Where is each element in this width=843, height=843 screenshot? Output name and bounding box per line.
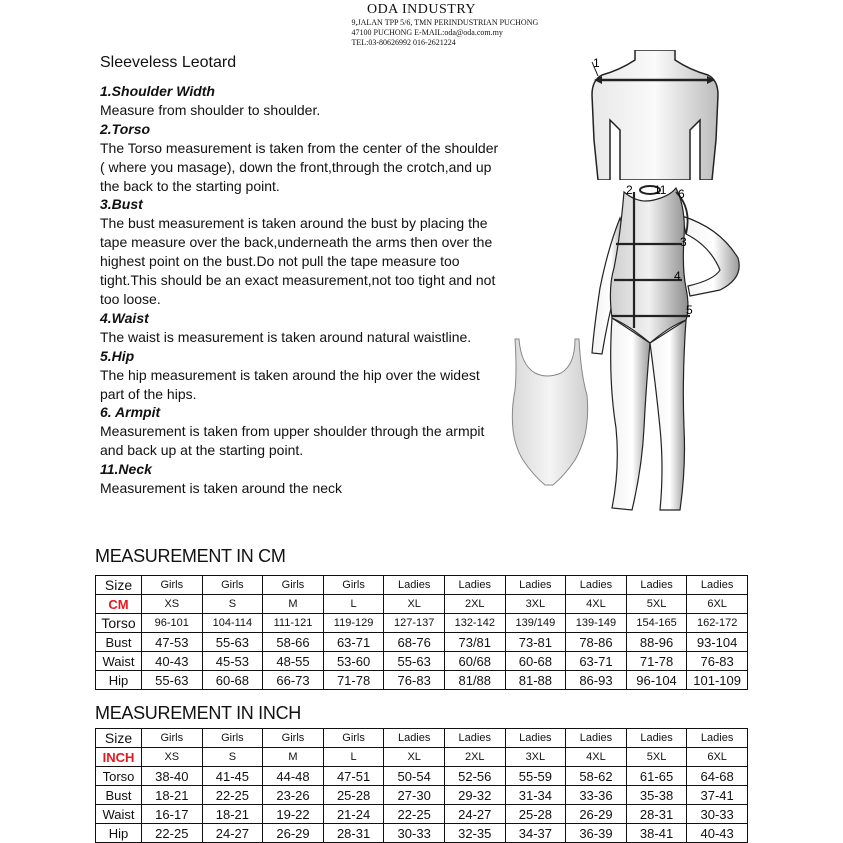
value-cell: 55-63 [142, 671, 203, 690]
value-cell: 45-53 [202, 652, 263, 671]
value-cell: 47-53 [142, 633, 203, 652]
value-cell: 58-66 [263, 633, 324, 652]
value-cell: 37-41 [687, 786, 748, 805]
value-cell: 22-25 [384, 805, 445, 824]
value-cell: 50-54 [384, 767, 445, 786]
product-title: Sleeveless Leotard [100, 54, 237, 71]
value-cell: 38-40 [142, 767, 203, 786]
size-cell: XL [384, 748, 445, 767]
group-cell: Ladies [626, 729, 687, 748]
value-cell: 34-37 [505, 824, 566, 843]
instruction-waist: 4.Waist The waist is measurement is taken around natural waistline. [100, 309, 472, 345]
value-cell: 81/88 [444, 671, 505, 690]
group-cell: Ladies [687, 576, 748, 595]
size-cell: 4XL [566, 748, 627, 767]
value-cell: 28-31 [323, 824, 384, 843]
group-cell: Ladies [626, 576, 687, 595]
value-cell: 40-43 [142, 652, 203, 671]
group-cell: Girls [202, 576, 263, 595]
value-cell: 35-38 [626, 786, 687, 805]
table-row [96, 671, 748, 690]
group-cell: Ladies [505, 729, 566, 748]
size-cell: 6XL [687, 748, 748, 767]
group-cell: Ladies [566, 729, 627, 748]
value-cell: 60/68 [444, 652, 505, 671]
size-cell: XS [142, 595, 203, 614]
value-cell: 18-21 [142, 786, 203, 805]
row-label-waist: Waist [96, 805, 142, 824]
value-cell: 28-31 [626, 805, 687, 824]
value-cell: 78-86 [566, 633, 627, 652]
value-cell: 93-104 [687, 633, 748, 652]
table-row [96, 824, 748, 843]
table-row [96, 767, 748, 786]
size-cell: 6XL [687, 595, 748, 614]
value-cell: 44-48 [263, 767, 324, 786]
value-cell: 24-27 [202, 824, 263, 843]
value-cell: 58-62 [566, 767, 627, 786]
size-header: Size [96, 729, 142, 748]
row-label-hip: Hip [96, 671, 142, 690]
value-cell: 41-45 [202, 767, 263, 786]
size-cell: M [263, 595, 324, 614]
instruction-armpit: 6. Armpit Measurement is taken from upper shoulder through the armpit and back up at the starting point. [100, 404, 485, 459]
inch-table-title: MEASUREMENT IN INCH [95, 703, 301, 723]
value-cell: 47-51 [323, 767, 384, 786]
table-row [96, 614, 748, 633]
value-cell: 55-59 [505, 767, 566, 786]
table-row [96, 576, 748, 595]
value-cell: 61-65 [626, 767, 687, 786]
size-cell: S [202, 748, 263, 767]
value-cell: 40-43 [687, 824, 748, 843]
value-cell: 86-93 [566, 671, 627, 690]
value-cell: 25-28 [323, 786, 384, 805]
label-waist: 4 [674, 269, 681, 283]
value-cell: 88-96 [626, 633, 687, 652]
value-cell: 104-114 [202, 614, 263, 633]
company-address-1: 9,JALAN TPP 5/6, TMN PERINDUSTRIAN PUCHONG [351, 18, 539, 27]
row-label-torso: Torso [96, 614, 142, 633]
group-cell: Girls [323, 576, 384, 595]
value-cell: 71-78 [626, 652, 687, 671]
value-cell: 101-109 [687, 671, 748, 690]
group-cell: Ladies [444, 729, 505, 748]
value-cell: 53-60 [323, 652, 384, 671]
inch-size-table [95, 728, 748, 843]
value-cell: 32-35 [444, 824, 505, 843]
value-cell: 60-68 [505, 652, 566, 671]
value-cell: 22-25 [142, 824, 203, 843]
value-cell: 48-55 [263, 652, 324, 671]
group-cell: Girls [142, 576, 203, 595]
body-figure-illustration [590, 178, 760, 518]
cm-size-table [95, 575, 748, 690]
group-cell: Ladies [384, 576, 445, 595]
company-phone: TEL:03-80626992 016-2621224 [351, 38, 456, 47]
value-cell: 30-33 [384, 824, 445, 843]
value-cell: 139/149 [505, 614, 566, 633]
value-cell: 31-34 [505, 786, 566, 805]
value-cell: 19-22 [263, 805, 324, 824]
value-cell: 111-121 [263, 614, 324, 633]
instruction-shoulder: 1.Shoulder Width Measure from shoulder to shoulder. [100, 83, 321, 118]
value-cell: 71-78 [323, 671, 384, 690]
instruction-neck: 11.Neck Measurement is taken around the neck [100, 461, 343, 497]
value-cell: 30-33 [687, 805, 748, 824]
value-cell: 21-24 [323, 805, 384, 824]
size-cell: 2XL [444, 748, 505, 767]
company-header [0, 2, 843, 48]
group-cell: Girls [323, 729, 384, 748]
label-torso: 2 [626, 183, 633, 197]
table-row [96, 595, 748, 614]
group-cell: Girls [263, 576, 324, 595]
value-cell: 52-56 [444, 767, 505, 786]
table-row [96, 748, 748, 767]
label-armpit: 6 [678, 187, 685, 201]
size-cell: M [263, 748, 324, 767]
row-label-bust: Bust [96, 786, 142, 805]
label-bust: 3 [680, 235, 687, 249]
value-cell: 68-76 [384, 633, 445, 652]
table-row [96, 786, 748, 805]
value-cell: 26-29 [263, 824, 324, 843]
group-cell: Ladies [384, 729, 445, 748]
value-cell: 55-63 [384, 652, 445, 671]
size-cell: 5XL [626, 748, 687, 767]
value-cell: 132-142 [444, 614, 505, 633]
value-cell: 81-88 [505, 671, 566, 690]
instruction-torso: 2.Torso The Torso measurement is taken from the center of the shoulder ( where you masage), down the front,through the crotch,and up the back to the starting point. [100, 120, 499, 194]
group-cell: Ladies [444, 576, 505, 595]
row-label-bust: Bust [96, 633, 142, 652]
value-cell: 64-68 [687, 767, 748, 786]
size-cell: 5XL [626, 595, 687, 614]
value-cell: 139-149 [566, 614, 627, 633]
value-cell: 24-27 [444, 805, 505, 824]
instruction-hip: 5.Hip The hip measurement is taken around the hip over the widest part of the hips. [100, 347, 480, 402]
label-shoulder: 1 [593, 56, 600, 70]
table-row [96, 805, 748, 824]
group-cell: Ladies [687, 729, 748, 748]
value-cell: 38-41 [626, 824, 687, 843]
value-cell: 154-165 [626, 614, 687, 633]
table-row [96, 652, 748, 671]
value-cell: 22-25 [202, 786, 263, 805]
instruction-bust: 3.Bust The bust measurement is taken around the bust by placing the tape measure over the back,underneath the arms then over the highest point on the bust.Do not pull the tape measure too tight.This should be an exact measurement,not too tight and not too loose. [100, 196, 496, 307]
size-cell: XL [384, 595, 445, 614]
value-cell: 119-129 [323, 614, 384, 633]
group-cell: Girls [202, 729, 263, 748]
size-header: Size [96, 576, 142, 595]
size-cell: L [323, 748, 384, 767]
value-cell: 60-68 [202, 671, 263, 690]
label-neck: 11 [654, 183, 667, 197]
table-row [96, 729, 748, 748]
value-cell: 76-83 [384, 671, 445, 690]
row-label-torso: Torso [96, 767, 142, 786]
value-cell: 16-17 [142, 805, 203, 824]
group-cell: Ladies [566, 576, 627, 595]
size-cell: S [202, 595, 263, 614]
value-cell: 127-137 [384, 614, 445, 633]
value-cell: 33-36 [566, 786, 627, 805]
cm-table-title: MEASUREMENT IN CM [95, 546, 286, 566]
value-cell: 63-71 [566, 652, 627, 671]
value-cell: 23-26 [263, 786, 324, 805]
value-cell: 63-71 [323, 633, 384, 652]
label-hip: 5 [686, 303, 693, 317]
unit-label: INCH [96, 748, 142, 767]
group-cell: Girls [142, 729, 203, 748]
shoulder-figure-illustration [580, 50, 740, 180]
group-cell: Ladies [505, 576, 566, 595]
size-cell: 4XL [566, 595, 627, 614]
value-cell: 76-83 [687, 652, 748, 671]
table-row [96, 633, 748, 652]
value-cell: 73/81 [444, 633, 505, 652]
group-cell: Girls [263, 729, 324, 748]
value-cell: 25-28 [505, 805, 566, 824]
company-address-2: 47100 PUCHONG E-MAIL:oda@oda.com.my [351, 28, 503, 37]
leotard-sketch-illustration [505, 335, 595, 515]
value-cell: 18-21 [202, 805, 263, 824]
unit-label: CM [96, 595, 142, 614]
value-cell: 36-39 [566, 824, 627, 843]
size-cell: 3XL [505, 595, 566, 614]
measurement-instructions [100, 82, 500, 498]
value-cell: 96-104 [626, 671, 687, 690]
value-cell: 66-73 [263, 671, 324, 690]
value-cell: 162-172 [687, 614, 748, 633]
value-cell: 26-29 [566, 805, 627, 824]
value-cell: 27-30 [384, 786, 445, 805]
value-cell: 96-101 [142, 614, 203, 633]
size-cell: 3XL [505, 748, 566, 767]
size-cell: XS [142, 748, 203, 767]
size-cell: 2XL [444, 595, 505, 614]
size-cell: L [323, 595, 384, 614]
company-name: ODA INDUSTRY [366, 2, 477, 17]
row-label-hip: Hip [96, 824, 142, 843]
value-cell: 73-81 [505, 633, 566, 652]
row-label-waist: Waist [96, 652, 142, 671]
value-cell: 55-63 [202, 633, 263, 652]
value-cell: 29-32 [444, 786, 505, 805]
